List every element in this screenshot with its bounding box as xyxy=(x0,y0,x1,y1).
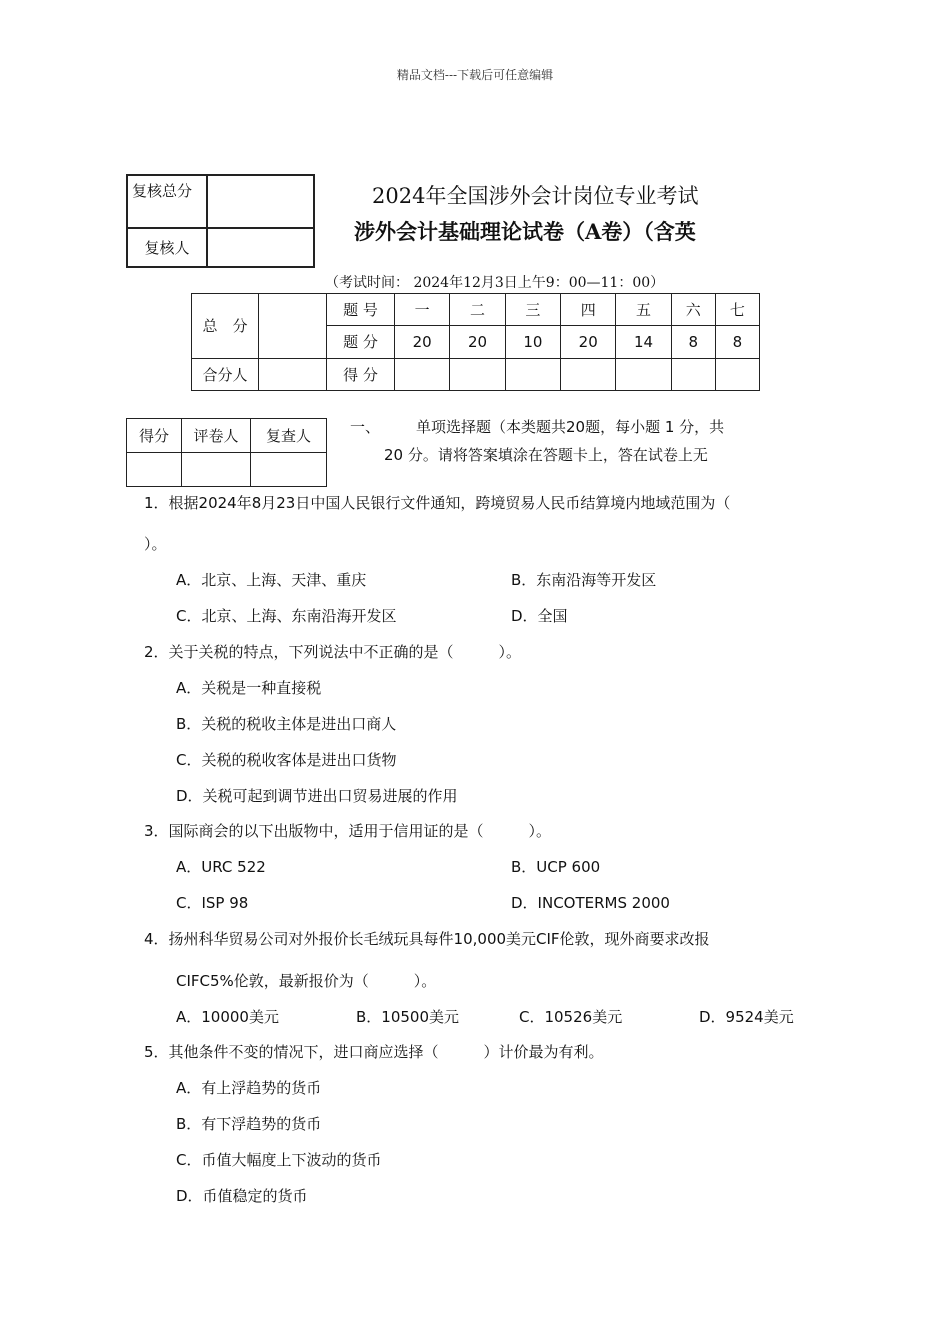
grader-checker-label: 复查人 xyxy=(251,419,327,453)
header-note: 精品文档---下载后可任意编辑 xyxy=(396,68,554,82)
sum-label: 合分人 xyxy=(192,358,259,390)
q-points: 20 xyxy=(395,326,450,358)
row-label-number: 题 号 xyxy=(327,294,395,326)
question-1: 1．根据2024年8月23日中国人民银行文件通知，跨境贸易人民币结算境内地域范围为（ xyxy=(144,494,731,512)
q-number: 四 xyxy=(561,294,616,326)
section-heading xyxy=(350,413,790,469)
section-line2: 20 分。请将答案填涂在答题卡上，答在试卷上无 xyxy=(384,446,708,464)
paper-title: 涉外会计基础理论试卷（A卷）（含英 xyxy=(354,219,696,244)
q-points: 20 xyxy=(561,326,616,358)
review-total-cell xyxy=(207,175,314,228)
exam-title: 2024年全国涉外会计岗位专业考试 xyxy=(372,184,699,208)
score-cell xyxy=(616,358,671,390)
q1-option-b: B．东南沿海等开发区 xyxy=(511,571,657,589)
score-cell xyxy=(395,358,450,390)
q-number: 五 xyxy=(616,294,671,326)
q3-option-a: A．URC 522 xyxy=(176,858,266,876)
question-1-cont: ）。 xyxy=(144,535,167,553)
review-total-label: 复核总分 xyxy=(127,175,207,228)
section-number: 一、 xyxy=(350,418,381,436)
q1-option-c: C．北京、上海、东南沿海开发区 xyxy=(176,607,397,625)
score-cell xyxy=(671,358,715,390)
section-line1: 单项选择题（本类题共20题，每小题 1 分，共 xyxy=(416,418,725,436)
review-box xyxy=(126,174,315,268)
q3-option-d: D．INCOTERMS 2000 xyxy=(511,894,670,912)
grader-cell xyxy=(182,453,251,487)
q-points: 8 xyxy=(671,326,715,358)
score-cell xyxy=(505,358,560,390)
q3-option-b: B．UCP 600 xyxy=(511,858,601,876)
grader-marker-label: 评卷人 xyxy=(182,419,251,453)
row-label-score: 得 分 xyxy=(327,358,395,390)
q2-option-b: B．关税的税收主体是进出口商人 xyxy=(176,715,397,733)
grader-cell xyxy=(251,453,327,487)
q4-option-b: B．10500美元 xyxy=(356,1008,460,1026)
q2-option-a: A．关税是一种直接税 xyxy=(176,679,322,697)
q-number: 二 xyxy=(450,294,505,326)
grader-cell xyxy=(127,453,182,487)
q-points: 8 xyxy=(715,326,759,358)
total-label: 总 分 xyxy=(192,294,259,359)
q4-option-d: D．9524美元 xyxy=(699,1008,794,1026)
question-2: 2．关于关税的特点，下列说法中不正确的是（ ）。 xyxy=(144,643,522,661)
question-5: 5．其他条件不变的情况下，进口商应选择（ ）计价最为有利。 xyxy=(144,1043,604,1061)
q-number: 七 xyxy=(715,294,759,326)
q-number: 三 xyxy=(505,294,560,326)
total-cell xyxy=(259,294,327,359)
question-4: 4．扬州科华贸易公司对外报价长毛绒玩具每件10,000美元CIF伦敦，现外商要求改报 xyxy=(144,930,710,948)
q4-option-c: C．10526美元 xyxy=(519,1008,623,1026)
row-label-points: 题 分 xyxy=(327,326,395,358)
grader-score-label: 得分 xyxy=(127,419,182,453)
q1-option-a: A．北京、上海、天津、重庆 xyxy=(176,571,367,589)
score-cell xyxy=(715,358,759,390)
q2-option-d: D．关税可起到调节进出口贸易进展的作用 xyxy=(176,787,458,805)
q3-option-c: C．ISP 98 xyxy=(176,894,249,912)
q-points: 20 xyxy=(450,326,505,358)
q1-option-d: D．全国 xyxy=(511,607,568,625)
score-cell xyxy=(450,358,505,390)
q-points: 14 xyxy=(616,326,671,358)
exam-time: （考试时间： 2024年12月3日上午9：00—11：00） xyxy=(325,275,665,291)
q-number: 六 xyxy=(671,294,715,326)
sum-cell xyxy=(259,358,327,390)
q5-option-a: A．有上浮趋势的货币 xyxy=(176,1079,322,1097)
q5-option-c: C．币值大幅度上下波动的货币 xyxy=(176,1151,382,1169)
score-cell xyxy=(561,358,616,390)
q-number: 一 xyxy=(395,294,450,326)
reviewer-cell xyxy=(207,228,314,267)
grader-table xyxy=(126,418,327,487)
q4-option-a: A．10000美元 xyxy=(176,1008,279,1026)
q5-option-d: D．币值稳定的货币 xyxy=(176,1187,308,1205)
reviewer-label: 复核人 xyxy=(127,228,207,267)
q2-option-c: C．关税的税收客体是进出口货物 xyxy=(176,751,397,769)
question-4-cont: CIFC5%伦敦，最新报价为（ ）。 xyxy=(176,972,437,990)
score-table xyxy=(191,293,760,391)
q-points: 10 xyxy=(505,326,560,358)
question-3: 3．国际商会的以下出版物中，适用于信用证的是（ ）。 xyxy=(144,822,552,840)
q5-option-b: B．有下浮趋势的货币 xyxy=(176,1115,322,1133)
